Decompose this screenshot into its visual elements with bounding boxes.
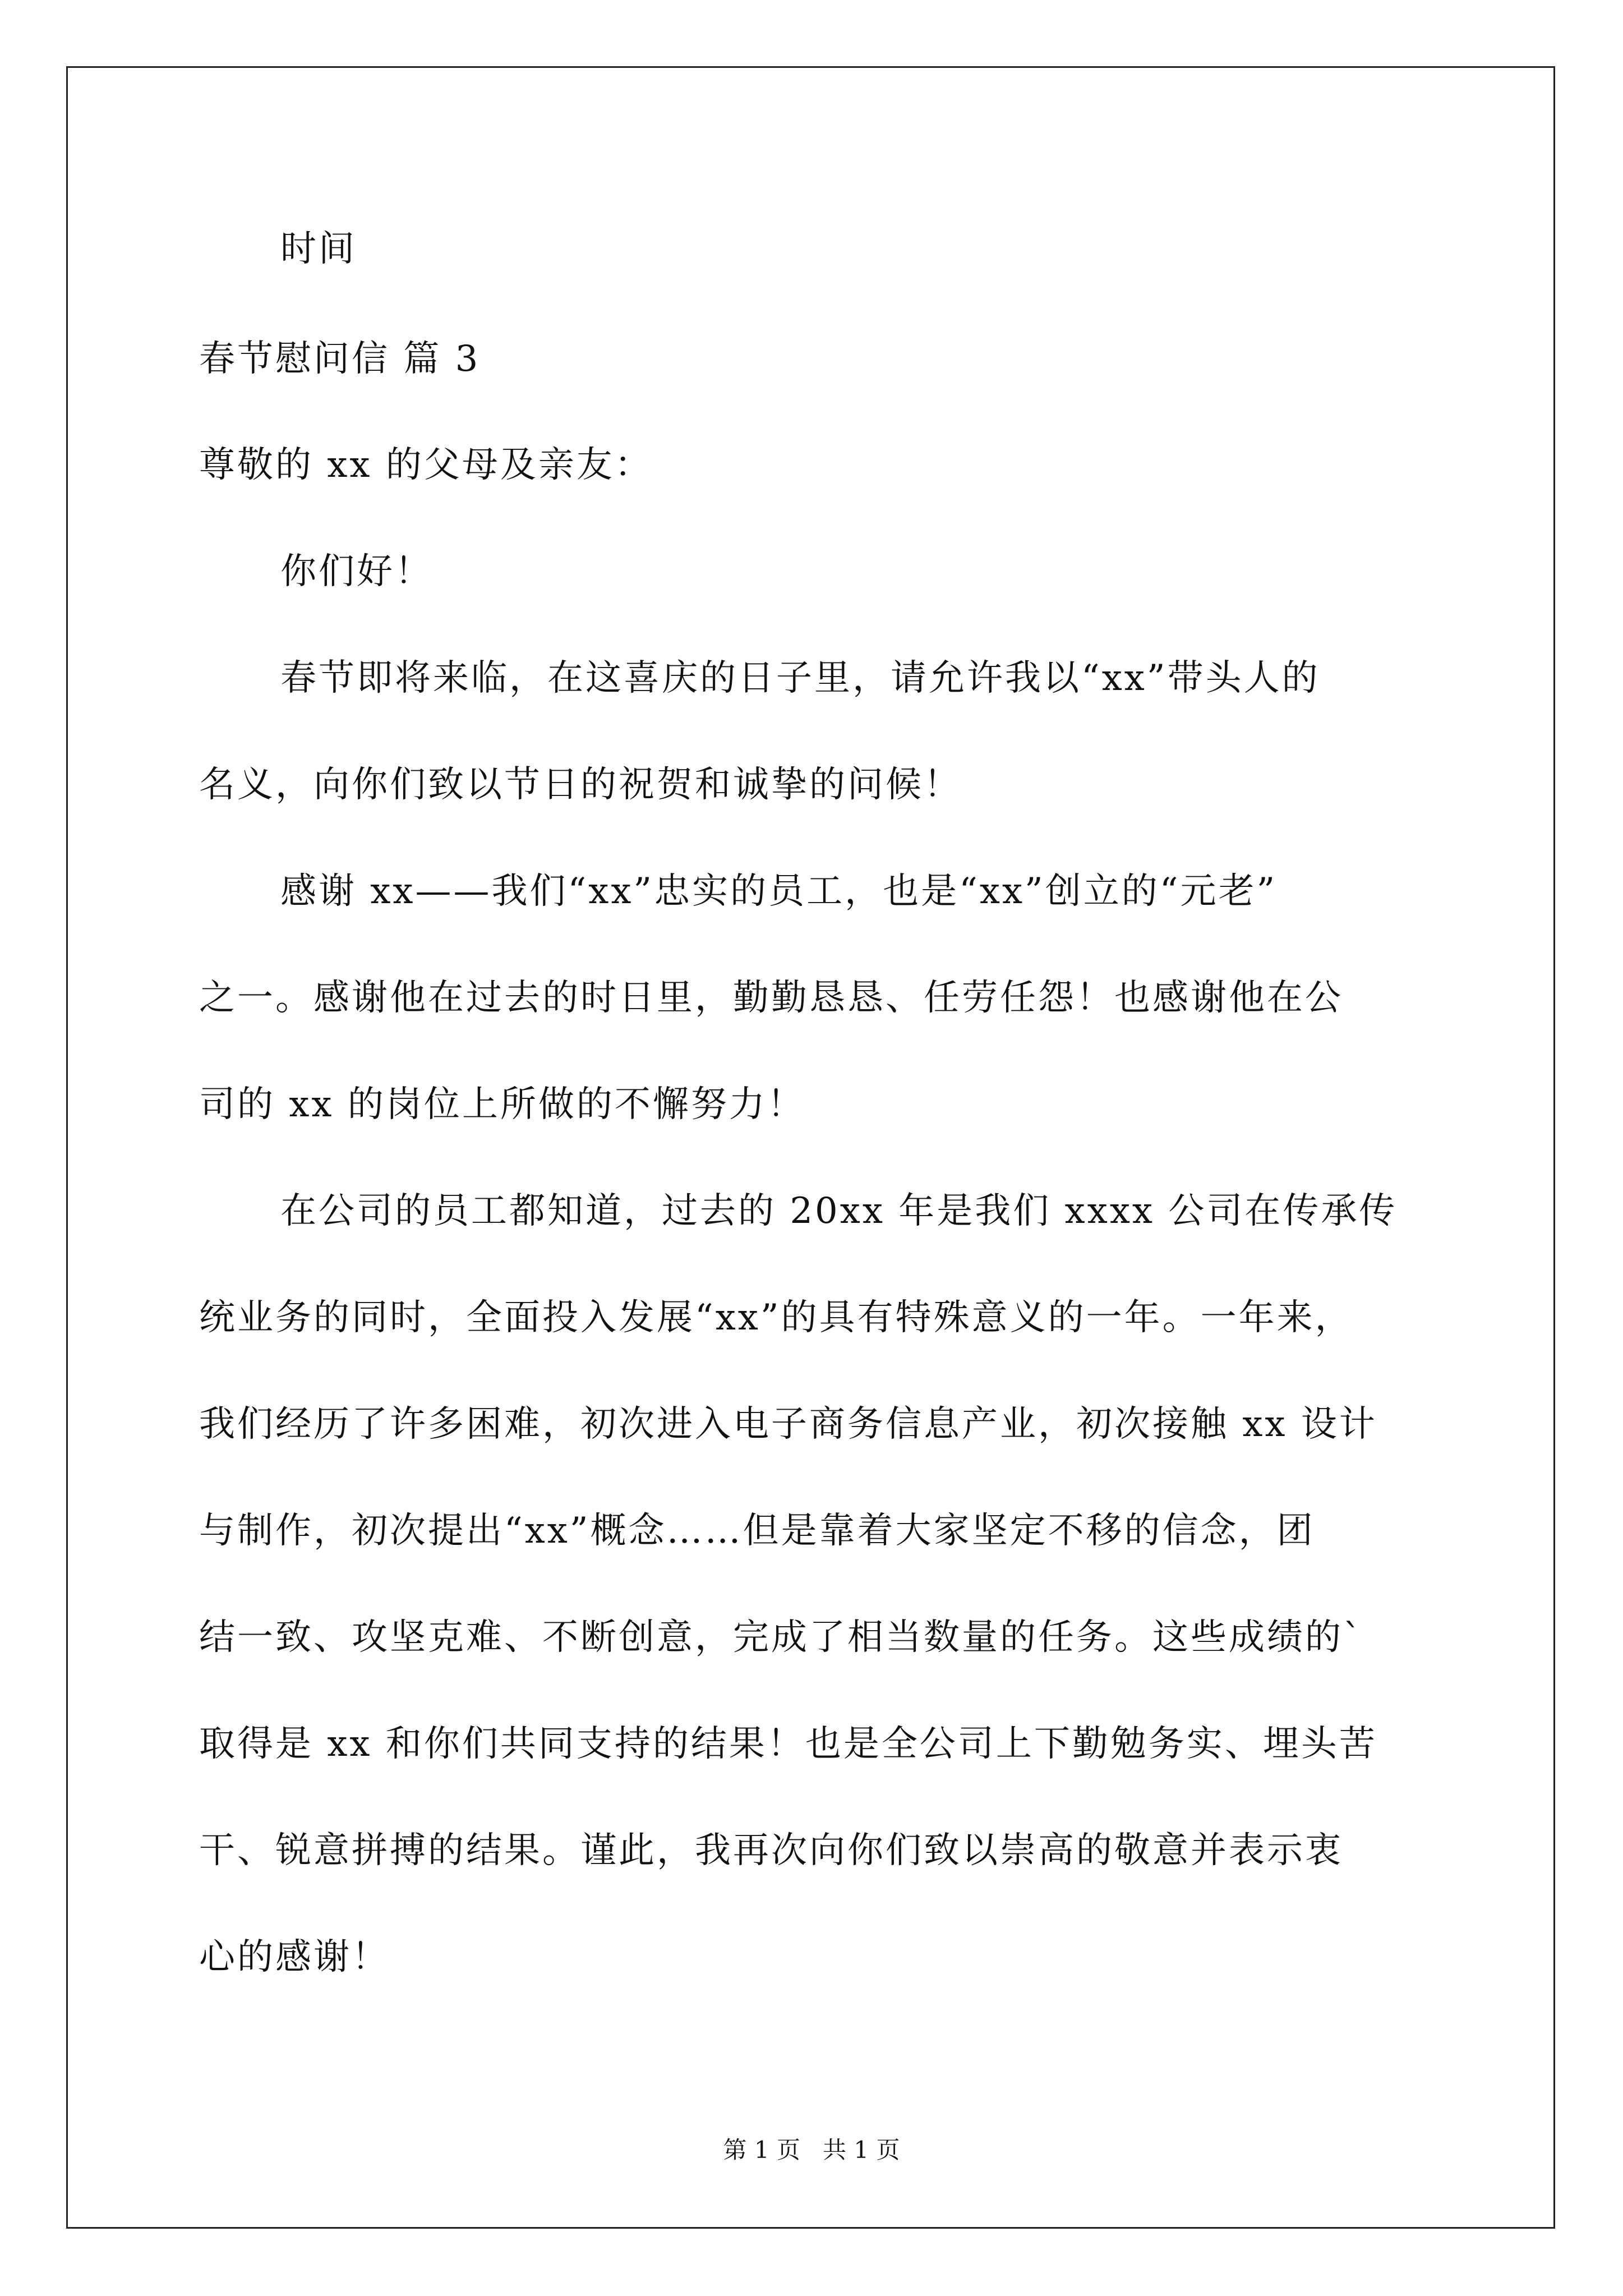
paragraph-3-line-6: 取得是 xx 和你们共同支持的结果！也是全公司上下勤勉务实、埋头苦 [199,1723,1377,1765]
paragraph-3-line-7: 干、锐意拼搏的结果。谨此，我再次向你们致以崇高的敬意并表示衷 [199,1830,1343,1871]
paragraph-3-line-3: 我们经历了许多困难，初次进入电子商务信息产业，初次接触 xx 设计 [199,1404,1377,1445]
paragraph-3-line-8: 心的感谢！ [199,1936,390,1978]
section-heading: 春节慰问信 篇 3 [199,338,481,380]
page-footer: 第 1 页 共 1 页 [723,2136,900,2164]
paragraph-2-line-1: 感谢 xx——我们“xx”忠实的员工，也是“xx”创立的“元老” [280,871,1278,912]
paragraph-3-line-5: 结一致、攻坚克难、不断创意，完成了相当数量的任务。这些成绩的` [199,1617,1363,1658]
paragraph-3-line-4: 与制作，初次提出“xx”概念……但是靠着大家坚定不移的信念，团 [199,1510,1315,1552]
text-line-time: 时间 [280,228,357,270]
paragraph-2-line-3: 司的 xx 的岗位上所做的不懈努力！ [199,1084,805,1125]
paragraph-1-line-2: 名义，向你们致以节日的祝贺和诚挚的问候！ [199,764,962,806]
greeting: 你们好！ [280,551,433,592]
page-border [66,66,1555,2229]
paragraph-3-line-1: 在公司的员工都知道，过去的 20xx 年是我们 xxxx 公司在传承传 [280,1190,1398,1232]
paragraph-3-line-2: 统业务的同时，全面投入发展“xx”的具有特殊意义的一年。一年来， [199,1297,1353,1338]
salutation: 尊敬的 xx 的父母及亲友： [199,444,653,486]
paragraph-2-line-2: 之一。感谢他在过去的时日里，勤勤恳恳、任劳任怨！也感谢他在公 [199,977,1343,1019]
paragraph-1-line-1: 春节即将来临，在这喜庆的日子里，请允许我以“xx”带头人的 [280,657,1320,699]
